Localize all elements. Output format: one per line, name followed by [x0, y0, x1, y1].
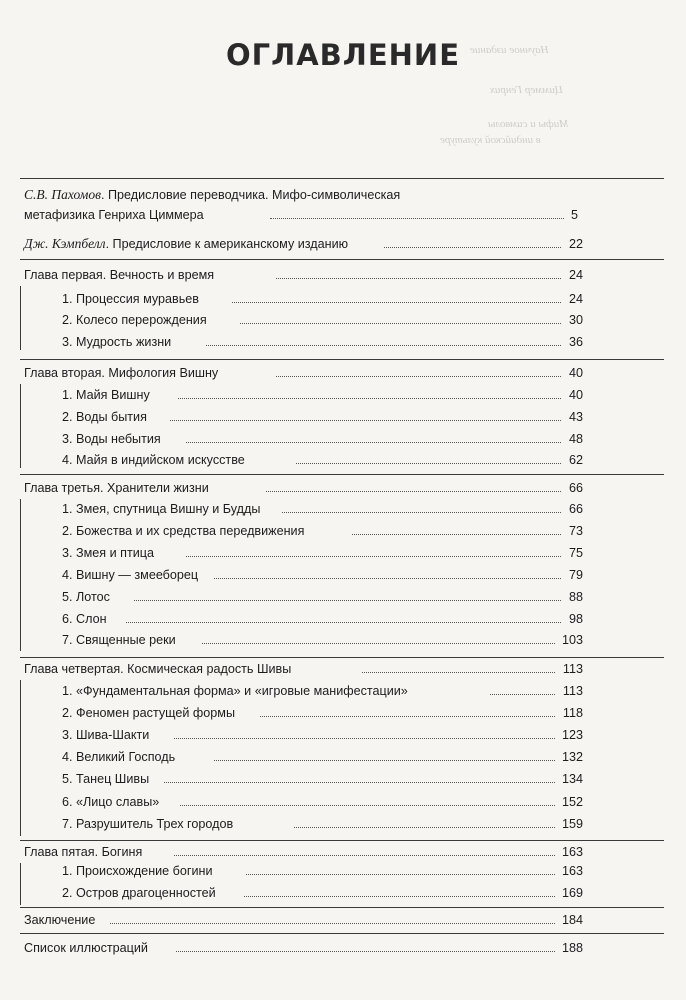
- dot-leader: [206, 345, 561, 346]
- toc-section[interactable]: [62, 386, 583, 404]
- section-page: 24: [568, 292, 583, 306]
- dot-leader: [176, 951, 555, 952]
- section-title: 3. Воды небытия: [62, 432, 161, 446]
- section-title: 1. «Фундаментальная форма» и «игровые манифестации»: [62, 684, 408, 698]
- section-title: 3. Мудрость жизни: [62, 335, 172, 349]
- entry-page: 184: [561, 913, 583, 927]
- toc-entry-conclusion[interactable]: [24, 911, 583, 929]
- section-page: 118: [562, 706, 583, 720]
- top-separator: [20, 178, 664, 179]
- show-through-text-2: Циммер Генрих: [490, 84, 563, 96]
- section-page: 36: [568, 335, 583, 349]
- section-title: 2. Воды бытия: [62, 410, 147, 424]
- dot-leader: [164, 782, 555, 783]
- dot-leader: [362, 672, 555, 673]
- chapter-title: Глава четвертая. Космическая радость Шивы: [24, 662, 292, 676]
- section-page: 134: [561, 772, 583, 786]
- toc-section[interactable]: [62, 500, 583, 518]
- toc-section[interactable]: [62, 815, 583, 833]
- dot-leader: [240, 323, 561, 324]
- separator: [20, 474, 664, 475]
- chapter-title: Глава третья. Хранители жизни: [24, 481, 209, 495]
- dot-leader: [178, 398, 561, 399]
- section-page: 169: [561, 886, 583, 900]
- toc-section[interactable]: [62, 884, 583, 902]
- chapter-page: 113: [562, 662, 583, 676]
- toc-section[interactable]: [62, 726, 583, 744]
- toc-section[interactable]: [62, 793, 583, 811]
- chapter-page: 40: [568, 366, 583, 380]
- toc-section[interactable]: [62, 588, 583, 606]
- section-page: 132: [561, 750, 583, 764]
- toc-chapter-1[interactable]: [24, 266, 583, 284]
- toc-chapter-2[interactable]: [24, 364, 583, 382]
- section-title: 4. Великий Господь: [62, 750, 176, 764]
- dot-leader: [180, 805, 555, 806]
- toc-chapter-4[interactable]: [24, 660, 583, 678]
- toc-entry-intro-translator[interactable]: [24, 186, 576, 204]
- section-title: 3. Шива-Шакти: [62, 728, 150, 742]
- section-title: 6. Слон: [62, 612, 107, 626]
- section-title: 1. Майя Вишну: [62, 388, 150, 402]
- toc-section[interactable]: [62, 566, 583, 584]
- section-page: 159: [561, 817, 583, 831]
- section-page: 40: [568, 388, 583, 402]
- separator: [20, 907, 664, 908]
- chapter-page: 24: [568, 268, 583, 282]
- section-page: 62: [568, 453, 583, 467]
- toc-entry-intro-translator-line2[interactable]: [24, 206, 578, 224]
- entry-title: Заключение: [24, 913, 96, 927]
- section-title: 7. Разрушитель Трех городов: [62, 817, 234, 831]
- dot-leader: [214, 578, 561, 579]
- toc-chapter-5[interactable]: [24, 843, 583, 861]
- dot-leader: [186, 556, 561, 557]
- entry-title: . Предисловие переводчика. Мифо-символическая: [101, 188, 401, 202]
- dot-leader: [202, 643, 555, 644]
- separator: [20, 840, 664, 841]
- chapter-bracket: [20, 286, 21, 350]
- toc-section[interactable]: [62, 682, 583, 700]
- entry-page: 188: [561, 941, 583, 955]
- dot-leader: [282, 512, 561, 513]
- dot-leader: [170, 420, 561, 421]
- dot-leader: [232, 302, 561, 303]
- chapter-bracket: [20, 499, 21, 651]
- section-page: 75: [568, 546, 583, 560]
- section-page: 73: [568, 524, 583, 538]
- toc-section[interactable]: [62, 862, 583, 880]
- separator: [20, 259, 664, 260]
- separator: [20, 933, 664, 934]
- toc-section[interactable]: [62, 311, 583, 329]
- toc-chapter-3[interactable]: [24, 479, 583, 497]
- section-page: 152: [561, 795, 583, 809]
- dot-leader: [276, 278, 561, 279]
- dot-leader: [214, 760, 555, 761]
- dot-leader: [294, 827, 555, 828]
- entry-author: С.В. Пахомов: [24, 187, 101, 202]
- section-title: 4. Вишну — змееборец: [62, 568, 199, 582]
- toc-section[interactable]: [62, 451, 583, 469]
- dot-leader: [174, 855, 555, 856]
- page-title: ОГЛАВЛЕНИЕ: [225, 38, 460, 72]
- toc-section[interactable]: [62, 522, 583, 540]
- section-page: 79: [568, 568, 583, 582]
- section-title: 2. Феномен растущей формы: [62, 706, 236, 720]
- toc-section[interactable]: [62, 631, 583, 649]
- chapter-bracket: [20, 863, 21, 905]
- entry-title: Список иллюстраций: [24, 941, 148, 955]
- entry-title: . Предисловие к американскому изданию: [105, 237, 349, 251]
- show-through-text-3: Мифы и символы: [488, 118, 569, 130]
- section-page: 30: [568, 313, 583, 327]
- toc-section[interactable]: [62, 430, 583, 448]
- dot-leader: [490, 694, 555, 695]
- toc-entry-illustrations[interactable]: [24, 939, 583, 957]
- section-page: 66: [568, 502, 583, 516]
- section-title: 1. Происхождение богини: [62, 864, 213, 878]
- section-title: 7. Священные реки: [62, 633, 176, 647]
- section-page: 88: [568, 590, 583, 604]
- section-title: 2. Божества и их средства передвижения: [62, 524, 305, 538]
- show-through-text-1: Научное издание: [470, 44, 549, 56]
- dot-leader: [352, 534, 561, 535]
- dot-leader: [246, 874, 555, 875]
- dot-leader: [270, 218, 564, 219]
- section-title: 1. Змея, спутница Вишну и Будды: [62, 502, 261, 516]
- section-page: 98: [568, 612, 583, 626]
- chapter-page: 163: [561, 845, 583, 859]
- section-title: 1. Процессия муравьев: [62, 292, 199, 306]
- section-title: 3. Змея и птица: [62, 546, 154, 560]
- dot-leader: [266, 491, 561, 492]
- dot-leader: [244, 896, 555, 897]
- entry-title-cont: метафизика Генриха Циммера: [24, 208, 204, 222]
- toc-section[interactable]: [62, 610, 583, 628]
- separator: [20, 657, 664, 658]
- dot-leader: [110, 923, 555, 924]
- section-page: 163: [561, 864, 583, 878]
- section-page: 43: [568, 410, 583, 424]
- dot-leader: [186, 442, 561, 443]
- entry-page: 5: [570, 208, 578, 222]
- toc-section[interactable]: [62, 748, 583, 766]
- chapter-title: Глава вторая. Мифология Вишну: [24, 366, 219, 380]
- dot-leader: [134, 600, 561, 601]
- toc-section[interactable]: [62, 408, 583, 426]
- section-title: 2. Колесо перерождения: [62, 313, 207, 327]
- dot-leader: [174, 738, 555, 739]
- section-title: 5. Танец Шивы: [62, 772, 150, 786]
- section-page: 123: [561, 728, 583, 742]
- dot-leader: [384, 247, 561, 248]
- toc-entry-intro-american[interactable]: [24, 235, 583, 253]
- section-page: 48: [568, 432, 583, 446]
- dot-leader: [260, 716, 555, 717]
- dot-leader: [126, 622, 561, 623]
- section-title: 2. Остров драгоценностей: [62, 886, 216, 900]
- toc-section[interactable]: [62, 290, 583, 308]
- entry-author: Дж. Кэмпбелл: [24, 236, 106, 251]
- section-title: 5. Лотос: [62, 590, 110, 604]
- chapter-title: Глава пятая. Богиня: [24, 845, 143, 859]
- show-through-text-4: в индийской культуре: [440, 134, 541, 146]
- toc-section[interactable]: [62, 333, 583, 351]
- toc-section[interactable]: [62, 770, 583, 788]
- section-page: 103: [561, 633, 583, 647]
- dot-leader: [296, 463, 561, 464]
- section-title: 6. «Лицо славы»: [62, 795, 160, 809]
- section-title: 4. Майя в индийском искусстве: [62, 453, 245, 467]
- dot-leader: [276, 376, 561, 377]
- chapter-page: 66: [568, 481, 583, 495]
- chapter-title: Глава первая. Вечность и время: [24, 268, 215, 282]
- toc-section[interactable]: [62, 544, 583, 562]
- separator: [20, 359, 664, 360]
- toc-section[interactable]: [62, 704, 583, 722]
- entry-page: 22: [568, 237, 583, 251]
- chapter-bracket: [20, 384, 21, 468]
- section-page: 113: [562, 684, 583, 698]
- chapter-bracket: [20, 680, 21, 836]
